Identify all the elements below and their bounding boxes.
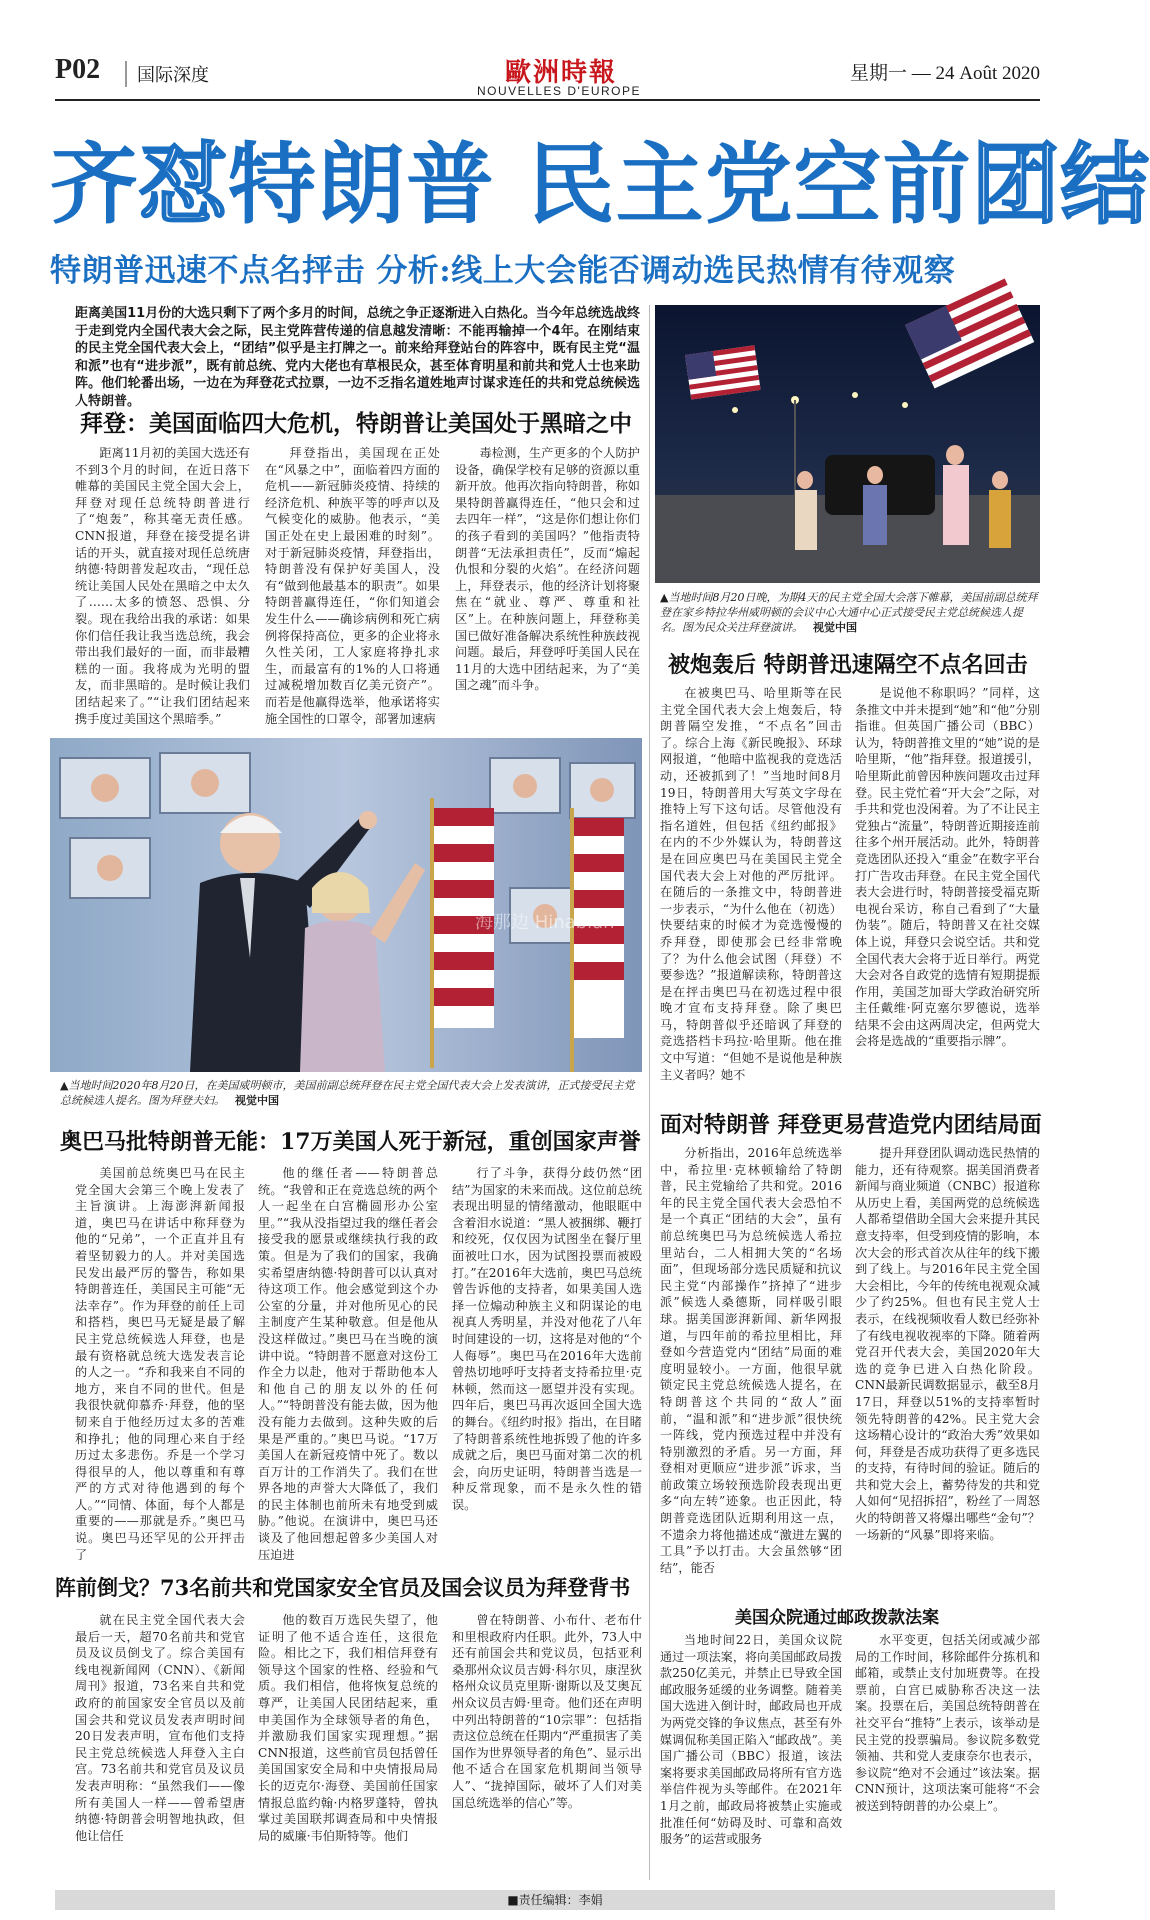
section-label: 国际深度 xyxy=(125,61,209,87)
headline-part-1: 齐 xyxy=(50,133,140,236)
article-unity-title: 面对特朗普 拜登更易营造党内团结局面 xyxy=(660,1112,1042,1138)
article-unity-col1: 分析指出，2016年总统选举中，希拉里·克林顿输给了特朗普，民主党输给了共和党。2016年的民主党全国代表大会恐怕不是一个真正“团结的大会”，虽有前总统奥巴马为总统候选人希拉里站台，二人相拥大笑的“名场面”，但现场部分选民质疑和抗议民主党“内部操作”挤掉了“进步派”候选人桑德斯，同样吸引眼球。据美国澎湃新闻、新华网报道，与四年前的希拉里相比，拜登如今营造党内“团结”局面的难度明显较小。一方面，他很早就锁定民主党总统候选人提名，在特朗普这个共同的“敌人”面前，“温和派”和“进步派”很快统一阵线，党内预选过程中并没有特别激烈的矛盾。另一方面，拜登相对更顺应“进步派”诉求，当前政策立场较预选阶段表现出更多“向左转”迹象。也正因此，特朗普竞选团队近期利用这一点，不遗余力将他描述成“激进左翼的工具”予以打击。大会虽然够“团结”，能否 xyxy=(660,1146,842,1575)
headline-part-2: 怼 xyxy=(139,133,229,236)
page-header xyxy=(55,52,1040,98)
biden-photo-credit: 视觉中国 xyxy=(235,1094,279,1107)
article-biden-col2: 拜登指出，美国现在正处在“风暴之中”，面临着四方面的危机——新冠肺炎疫情、持续的经济危机、种族平等的呼声以及气候变化的威胁。他表示，“美国正处在史上最困难的时刻”。对于新冠肺炎疫情，拜登指出，特朗普没有保护好美国人，没有“做到他最基本的职责”。如果特朗普赢得连任，“你们知道会发生什么——确诊病例和死亡病例将保持高位，更多的企业将永久性关闭，工人家庭将挣扎求生，而最富有的1%的人口将通过减税增加数百亿美元资产”。而若是他赢得选举，他承诺将实施全国性的口罩令，部署加速病 xyxy=(265,446,440,726)
issue-date: 星期一 — 24 Août 2020 xyxy=(849,63,1040,84)
article-trump-title: 被炮轰后 特朗普迅速隔空不点名回击 xyxy=(668,652,1028,678)
photo-watermark: 海那边 Hinabian xyxy=(475,912,615,933)
article-gop-title: 阵前倒戈？73名前共和党国家安全官员及国会议员为拜登背书 xyxy=(55,1575,631,1600)
rally-photo xyxy=(655,305,1040,583)
article-gop-col1: 就在民主党全国代表大会最后一天，超70名前共和党官员及议员倒戈了。综合美国有线电视新闻网（CNN）、《新闻周刊》报道，73名来自共和党政府的前国家安全官员以及前国会共和党议员发表声明时间20日发表声明，宣布他们支持民主党总统候选人拜登入主白宫。73名前共和党官员及议员发表声明称：“虽然我们——像所有美国人一样——曾希望唐纳德·特朗普会明智地执政，但他让信任 xyxy=(75,1613,245,1843)
article-obama-col1: 美国前总统奥巴马在民主党全国大会第三个晚上发表了主旨演讲。上海澎湃新闻报道，奥巴马在讲话中称拜登为他的“兄弟”，一个正直并且有着坚韧毅力的人。并对美国选民发出最严厉的警告，称如果特朗普连任，美国民主可能“无法幸存”。作为拜登的前任上司和搭档，奥巴马无疑是最了解民主党总统候选人拜登，也是最有资格就总统大选发表言论的人之一。“乔和我来自不同的地方，来自不同的世代。但是我很快就仰慕乔·拜登，他的坚韧来自于他经历过太多的苦难和挣扎；他的同理心来自于经历过太多悲伤。乔是一个学习得很早的人，他以尊重和有尊严的方式对待他遇到的每个人。”“同情、体面，每个人都是重要的——那就是乔。”奥巴马说。奥巴马还罕见的公开抨击了 xyxy=(75,1166,245,1562)
sub-headline: 特朗普迅速不点名抨击 分析:线上大会能否调动选民热情有待观察 xyxy=(50,253,956,289)
article-postal-title: 美国众院通过邮政拨款法案 xyxy=(735,1608,939,1628)
editor-footer: ■责任编辑：李娟 xyxy=(55,1890,1055,1910)
rally-photo-credit: 视觉中国 xyxy=(813,621,857,634)
newspaper-logo: 歐洲時報 xyxy=(505,58,618,88)
headline-part-4: 团 xyxy=(971,133,1061,236)
lead-paragraph: 距离美国11月份的大选只剩下了两个多月的时间，总统之争正逐渐进入白热化。当今年总统选战终于走到党内全国代表大会之际，民主党阵营传递的信息越发清晰：不能再输掉一个4年。在刚结束的民主党全国代表大会上，“团结”似乎是主打牌之一。前来给拜登站台的阵容中，既有民主党“温和派”也有“进步派”，既有前总统、党内大佬也有草根民众，甚至体育明星和前共和党人士也来助阵。他们轮番出场，一边在为拜登花式拉票，一边不乏指名道姓地声讨谋求连任的共和党总统候选人特朗普。 xyxy=(75,306,640,409)
article-biden-title: 拜登：美国面临四大危机，特朗普让美国处于黑暗之中 xyxy=(80,410,632,437)
article-obama-col2: 他的继任者——特朗普总统。“我曾和正在竞选总统的两个人一起坐在白宫椭圆形办公室里。”“我从没指望过我的继任者会接受我的愿景或继续执行我的政策。但是为了我们的国家，我确实希望唐纳德·特朗普可以认真对待这项工作。他会感觉到这个办公室的分量，并对他所见心的民主制度产生某种敬意。但是他从没这样做过。”奥巴马在当晚的演讲中说。“特朗普不愿意对这份工作全力以赴，他对于帮助他本人和他自己的朋友以外的任何人。”“特朗普没有能去做，因为他没有能力去做到。这种失败的后果是严重的。”奥巴马说。“17万美国人在新冠疫情中死了。数以百万计的工作消失了。我们在世界各地的声誉大大降低了，我们的民主体制也前所未有地受到威胁。”他说。在演讲中，奥巴马还谈及了他回想起曾多少美国人对压迫进 xyxy=(258,1166,438,1562)
article-trump-col2: 是说他不称职吗？”同样，这条推文中并未提到“她”和“他”分别指谁。但英国广播公司（BBC）认为，特朗普推文里的“她”说的是哈里斯，“他”指拜登。报道援引，哈里斯此前曾因种族问题攻击过拜登。民主党忙着“开大会”之际，对手共和党也没闲着。为了不让民主党独占“流量”，特朗普近期接连前往多个州开展活动。此外，特朗普竞选团队还投入“重金”在数字平台打广告攻击拜登。在民主党全国代表大会进行时，特朗普接受福克斯电视台采访，称自己看到了“大量伪装”。随后，特朗普又在社交媒体上说，拜登只会说空话。共和党全国代表大会将于近日举行。两党大会对各自政党的选情有短期提振作用，美国芝加哥大学政治研究所主任戴维·阿克塞尔罗德说，选举结果不会由这两周决定，但两党大会将是选战的“重要指示牌”。 xyxy=(855,686,1040,1049)
page-number: P02 xyxy=(55,54,101,85)
article-postal-col2: 水平变更，包括关闭或减少部局的工作时间，移除邮件分拣机和邮箱，或禁止支付加班费等。在投票前，白宫已威胁称否决这一法案。投票在后，美国总统特朗普在社交平台“推特”上表示，该举动是民主党的投票骗局。参议院多数党领袖、共和党人麦康奈尔也表示，参议院“绝对不会通过”该法案。据CNN预计，这项法案可能将“不会被送到特朗普的办公桌上”。 xyxy=(855,1633,1040,1813)
article-biden-col1: 距离11月初的美国大选还有不到3个月的时间，在近日落下帷幕的美国民主党全国大会上，拜登对现任总统特朗普进行了“炮轰”，称其毫无责任感。CNN报道，拜登在接受提名讲话的开头，就直接对现任总统唐纳德·特朗普发起攻击，“现任总统让美国人民处在黑暗之中太久了……太多的愤怒、恐惧、分裂。现在我给出我的承诺：如果你们信任我让我当选总统，我会带出我们最好的一面，而非最糟糕的一面。我将成为光明的盟友，而非黑暗的。是时候让我们团结起来了。”“让我们团结起来携手度过美国这个黑暗季。” xyxy=(75,446,250,726)
article-biden-col3: 毒检测，生产更多的个人防护设备，确保学校有足够的资源以重新开放。他再次指向特朗普，称如果特朗普赢得连任，“他只会和过去四年一样”，“这是你们想让你们的孩子看到的美国吗？”他指责特朗普“无法承担责任”，反而“煽起仇恨和分裂的火焰”。在经济问题上，拜登表示，他的经济计划将聚焦在“就业、尊严、尊重和社区”上。在种族问题上，拜登称美国已做好准备解决系统性种族歧视问题。最后，拜登呼吁美国人民在11月的大选中团结起来，为了“美国之魂”而斗争。 xyxy=(455,446,640,693)
biden-photo-caption: ▲当地时间2020年8月20日，在美国威明顿市，美国前副总统拜登在民主党全国代表大会上发表演讲，正式接受民主党总统候选人提名。图为拜登夫妇。 视觉中国 xyxy=(60,1079,635,1107)
article-unity-col2: 提升拜登团队调动选民热情的能力，还有待观察。据美国消费者新闻与商业频道（CNBC）报道称从历史上看，美国两党的总统候选人都希望借助全国大会来提升其民意支持率，但受到疫情的影响，本次大会的形式首次从往年的线下搬到了线上。与2016年民主党全国大会相比，今年的传统电视观众减少了约25%。但也有民主党人士表示，在线视频收看人数已经弥补了有线电视收视率的下降。随着两党召开代表大会，美国2020年大选的竞争已进入白热化阶段。CNN最新民调数据显示，截至8月17日，拜登以51%的支持率暂时领先特朗普的42%。民主党大会这场精心设计的“政治大秀”效果如何，拜登是否成功获得了更多选民的支持，有待时间的验证。随后的共和党大会上，蓄势待发的共和党人如何“见招拆招”，粉丝了一周怒火的特朗普又将爆出哪些“金句”？一场新的“风暴”即将来临。 xyxy=(855,1146,1040,1542)
column-divider xyxy=(649,305,650,1880)
headline-part-5: 结 xyxy=(1060,133,1150,236)
article-obama-col3: 行了斗争，获得分歧仍然“团结”为国家的未来而战。这位前总统表现出明显的情绪激动，他眼眶中含着泪水说道：“黑人被捆绑、鞭打和绞死，仅仅因为试图坐在餐厅里面被吐口水，因为试图投票而被殴打。”在2016年大选前，奥巴马总统曾告诉他的支持者，如果美国人选择一位煽动种族主义和阴谋论的电视真人秀明星，并没对他花了八年时间建设的一切，这将是对他的“个人侮辱”。奥巴马在2016年大选前曾热切地呼吁支持者支持希拉里·克林顿，然而这一愿望并没有实现。四年后，奥巴马再次返回全国大选的舞台。《纽约时报》指出，在目睹了特朗普系统性地拆毁了他的许多成就之后，奥巴马面对第二次的机会，向历史证明，特朗普当选是一种反常现象，而不是永久性的错误。 xyxy=(452,1166,642,1512)
article-trump-col1: 在被奥巴马、哈里斯等在民主党全国代表大会上炮轰后，特朗普隔空发推，“不点名”回击了。综合上海《新民晚报》、环球网报道，“他暗中监视我的竞选活动，还被抓到了！”当地时间8月19日，特朗普用大写英文字母在推特上写下这句话。尽管他没有指名道姓，但包括《纽约邮报》在内的不少外媒认为，特朗普这是在回应奥巴马在美国民主党全国代表大会上对他的严厉批评。在随后的一条推文中，特朗普进一步表示，“为什么他在（初选）快要结束的时候才为竞选慢慢的乔拜登，即使那会已经非常晚了？为什么他会试图（拜登）不要参选？”报道解读称，特朗普这是在抨击奥巴马在初选过程中很晚才宣布支持拜登。除了奥巴马，特朗普似乎还暗讽了拜登的竞选搭档卡玛拉·哈里斯。他在推文中写道：“但她不是说他是种族主义者吗？她不 xyxy=(660,686,842,1082)
newspaper-logo-subtitle: NOUVELLES D'EUROPE xyxy=(477,84,641,98)
header-divider xyxy=(55,99,1040,101)
article-postal-col1: 当地时间22日，美国众议院通过一项法案，将向美国邮政局拨款250亿美元，并禁止已导致全国邮政服务延缓的业务调整。随着美国大选进入倒计时，邮政局也开成为两党交锋的争议焦点，甚至有外媒调侃称美国正陷入“邮政战”。美国广播公司（BBC）报道，该法案将要求美国邮政局将所有官方选举信件视为头等邮件。在2021年1月之前，邮政局将被禁止实施或批准任何“妨碍及时、可靠和高效服务”的运营或服务 xyxy=(660,1633,842,1847)
article-gop-col3: 曾在特朗普、小布什、老布什和里根政府内任职。此外，73人中还有前国会共和党议员，包括亚利桑那州众议员吉姆·科尔贝，康涅狄格州众议员克里斯·谢斯以及艾奥瓦州众议员吉姆·里奇。他们还在声明中列出特朗普的“10宗罪”：包括指责这位总统在任期内“严重损害了美国作为世界领导者的角色”、显示出他不适合在国家危机期间当领导人”、“拢掉国际，破坏了人们对美国总统选举的信心”等。 xyxy=(452,1613,642,1810)
article-obama-title: 奥巴马批特朗普无能：17万美国人死于新冠，重创国家声誉 xyxy=(60,1129,641,1155)
biden-couple-photo xyxy=(50,738,642,1072)
main-headline xyxy=(50,115,1150,236)
article-gop-col2: 他的数百万选民失望了，他证明了他不适合连任，这很危险。相比之下，我们相信拜登有领导这个国家的性格、经验和气质。我们相信，他将恢复总统的尊严，让美国人民团结起来，重申美国作为全球领导者的角色，并激励我们国家实现理想。”据CNN报道，这些前官员包括曾任美国国家安全局和中央情报局局长的迈克尔·海登、美国前任国家情报总监约翰·内格罗蓬特，曾执掌过美国联邦调查局和中央情报局的威廉·韦伯斯特等。他们 xyxy=(258,1613,438,1843)
headline-part-3: 特朗普 民主党空前 xyxy=(228,133,972,236)
rally-photo-caption: ▲当地时间8月20日晚，为期4天的民主党全国大会落下帷幕，美国前副总统拜登在家乡特拉华州威明顿的会议中心大通中心正式接受民主党总统候选人提名。图为民众关注拜登演讲。 视觉中国 xyxy=(660,591,1038,634)
